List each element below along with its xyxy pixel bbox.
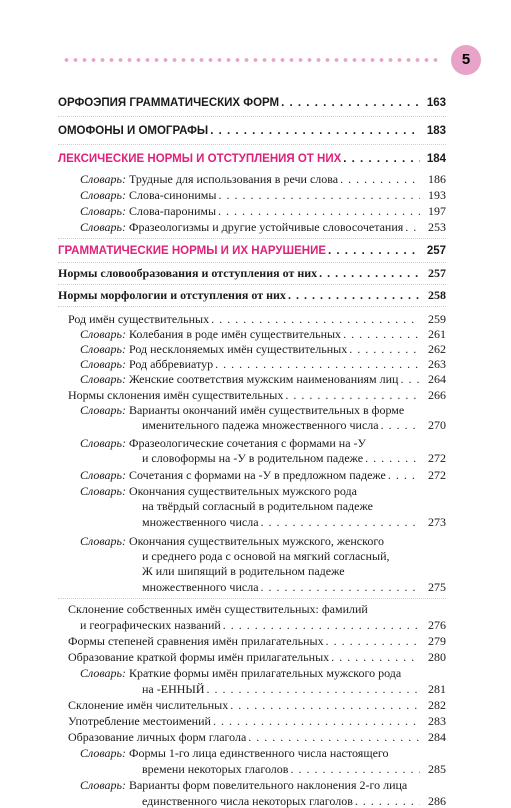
decorative-dotted-line (62, 57, 442, 63)
toc-entry-title: Формы 1-го лица единственного числа настоящего (128, 746, 389, 760)
toc-entry-title: ОМОФОНЫ И ОМОГРАФЫ (58, 125, 209, 137)
toc-entry-title: Употребление местоимений (68, 714, 211, 728)
dot-leader (211, 312, 420, 326)
toc-page-number: 280 (428, 650, 446, 664)
toc-page-number: 270 (428, 418, 446, 432)
dictionary-prefix: Словарь: (80, 468, 126, 482)
dot-leader (230, 698, 420, 712)
separator (58, 238, 446, 239)
toc-entry-title: Нормы словообразования и отступления от них (58, 266, 318, 280)
toc-entry-title: ОРФОЭПИЯ ГРАММАТИЧЕСКИХ ФОРМ (58, 97, 280, 109)
toc-page-number: 257 (426, 245, 446, 257)
separator (58, 262, 446, 263)
toc-entry-line (80, 403, 404, 417)
dictionary-prefix: Словарь: (80, 666, 126, 680)
toc-entry-line (80, 534, 384, 548)
toc-entry-title-cont: времени некоторых глаголов (142, 762, 289, 776)
dot-leader (281, 96, 420, 110)
toc-entry-title: Слова-паронимы (128, 204, 217, 218)
toc-entry (80, 468, 446, 482)
toc-entry (58, 124, 446, 138)
toc-entry-title: Род имён существительных (68, 312, 210, 326)
dot-leader (248, 730, 420, 744)
dot-leader (215, 357, 420, 371)
toc-entry (142, 580, 446, 594)
toc-page-number: 272 (428, 451, 446, 465)
toc-page-number: 285 (428, 762, 446, 776)
toc-entry-line (80, 484, 357, 498)
toc-page-number: 262 (428, 342, 446, 356)
toc-entry (142, 682, 446, 696)
dot-leader (343, 152, 420, 166)
toc-entry-title-cont: и среднего рода с основой на мягкий согласный, (142, 549, 390, 563)
dot-leader (340, 172, 420, 186)
toc-entry (68, 312, 446, 326)
toc-entry (80, 204, 446, 218)
dictionary-prefix: Словарь: (80, 778, 126, 792)
toc-entry-title-cont: на -ЕННЫЙ (142, 682, 205, 696)
dot-leader (261, 580, 420, 594)
toc-entry (68, 698, 446, 712)
toc-entry-title: ЛЕКСИЧЕСКИЕ НОРМЫ И ОТСТУПЛЕНИЯ ОТ НИХ (58, 153, 342, 165)
toc-entry-title: Образование личных форм глагола (68, 730, 247, 744)
dot-leader (343, 327, 420, 341)
toc-entry (58, 266, 446, 280)
dictionary-prefix: Словарь: (80, 204, 126, 218)
separator (58, 306, 446, 307)
dot-leader (326, 634, 420, 648)
toc-page-number: 186 (428, 172, 446, 186)
toc-entry-line (80, 436, 366, 450)
toc-page-number: 259 (428, 312, 446, 326)
toc-entry-title: Окончания существительных мужского рода (128, 484, 357, 498)
toc-page-number: 261 (428, 327, 446, 341)
separator (58, 284, 446, 285)
toc-entry-title: ГРАММАТИЧЕСКИЕ НОРМЫ И ИХ НАРУШЕНИЕ (58, 245, 327, 257)
toc-entry-title: Род несклоняемых имён существительных (128, 342, 348, 356)
toc-page-number: 286 (428, 794, 446, 808)
dot-leader (331, 650, 420, 664)
toc-page-number: 283 (428, 714, 446, 728)
toc-entry-title: Окончания существительных мужского, женского (128, 534, 384, 548)
dot-leader (210, 124, 420, 138)
dictionary-prefix: Словарь: (80, 220, 126, 234)
toc-entry-title-cont: и словоформы на -У в родительном падеже (142, 451, 364, 465)
toc-entry (68, 634, 446, 648)
toc-entry (142, 762, 446, 776)
dot-leader (365, 451, 420, 465)
toc-entry (68, 714, 446, 728)
toc-page-number: 276 (428, 618, 446, 632)
toc-entry (58, 288, 446, 302)
dictionary-prefix: Словарь: (80, 188, 126, 202)
dictionary-prefix: Словарь: (80, 436, 126, 450)
dot-leader (405, 220, 420, 234)
toc-page-number: 275 (428, 580, 446, 594)
toc-entry-title: Краткие формы имён прилагательных мужского рода (128, 666, 402, 680)
toc-entry (80, 357, 446, 371)
toc-entry-title-cont: множественного числа (142, 515, 259, 529)
toc-page-number: 263 (428, 357, 446, 371)
toc-entry-title: Род аббревиатур (128, 357, 214, 371)
separator (58, 144, 446, 145)
toc-entry-title: Колебания в роде имён существительных (128, 327, 342, 341)
toc-entry (142, 794, 446, 808)
toc-entry-title-cont: именительного падежа множественного числа (142, 418, 379, 432)
toc-page-number: 266 (428, 388, 446, 402)
toc-entry-title-cont: на твёрдый согласный в родительном падеже (142, 499, 373, 513)
toc-entry-title-cont: и географических названий (80, 618, 221, 632)
separator (58, 116, 446, 117)
toc-page-number: 197 (428, 204, 446, 218)
dictionary-prefix: Словарь: (80, 403, 126, 417)
toc-page-number: 273 (428, 515, 446, 529)
dictionary-prefix: Словарь: (80, 372, 126, 386)
dot-leader (290, 762, 420, 776)
toc-entry (58, 244, 446, 258)
toc-entry-title: Фразеологические сочетания с формами на -У (128, 436, 367, 450)
toc-entry-title-cont: множественного числа (142, 580, 259, 594)
toc-page-number: 258 (428, 288, 446, 302)
toc-entry-title: Образование краткой формы имён прилагательных (68, 650, 330, 664)
dictionary-prefix: Словарь: (80, 342, 126, 356)
toc-entry (142, 451, 446, 465)
toc-page-number: 183 (426, 125, 446, 137)
toc-entry (142, 418, 446, 432)
toc-page-number: 193 (428, 188, 446, 202)
toc-entry-title: Слова-синонимы (128, 188, 217, 202)
dictionary-prefix: Словарь: (80, 746, 126, 760)
toc-entry (58, 152, 446, 166)
toc-entry (142, 515, 446, 529)
toc-page-number: 284 (428, 730, 446, 744)
dot-leader (388, 468, 420, 482)
toc-entry-title: Нормы склонения имён существительных (68, 388, 284, 402)
toc-entry (80, 327, 446, 341)
dot-leader (349, 342, 420, 356)
toc-entry (80, 220, 446, 234)
dictionary-prefix: Словарь: (80, 327, 126, 341)
toc-entry-title: Варианты форм повелительного наклонения 2-го лица (128, 778, 408, 792)
dot-leader (285, 388, 420, 402)
dot-leader (328, 244, 420, 258)
toc-page-number: 257 (428, 266, 446, 280)
toc-entry-title: Склонение имён числительных (68, 698, 229, 712)
toc-entry-line (80, 666, 401, 680)
toc-entry (58, 96, 446, 110)
toc-entry (68, 650, 446, 664)
dot-leader (381, 418, 420, 432)
dictionary-prefix: Словарь: (80, 534, 126, 548)
dot-leader (223, 618, 420, 632)
dictionary-prefix: Словарь: (80, 172, 126, 186)
toc-page-number: 184 (426, 153, 446, 165)
toc-entry-title-cont: единственного числа некоторых глаголов (142, 794, 353, 808)
toc-entry-title: Трудные для использования в речи слова (128, 172, 339, 186)
toc-entry (80, 342, 446, 356)
dictionary-prefix: Словарь: (80, 484, 126, 498)
dot-leader (400, 372, 420, 386)
toc-entry (80, 188, 446, 202)
toc-entry-title: Нормы морфологии и отступления от них (58, 288, 286, 302)
toc-entry-line (80, 778, 407, 792)
toc-entry (80, 618, 446, 632)
toc-page-number: 279 (428, 634, 446, 648)
toc-entry (68, 388, 446, 402)
toc-entry-title: Формы степеней сравнения имён прилагательных (68, 634, 324, 648)
dot-leader (261, 515, 420, 529)
dot-leader (288, 288, 420, 302)
toc-page-number: 282 (428, 698, 446, 712)
toc-entry-title: Сочетания с формами на -У в предложном падеже (128, 468, 386, 482)
toc-page-number: 264 (428, 372, 446, 386)
dot-leader (218, 204, 420, 218)
page-number-badge: 5 (451, 45, 481, 75)
toc-page-number: 163 (426, 97, 446, 109)
dictionary-prefix: Словарь: (80, 357, 126, 371)
toc-entry-title: Варианты окончаний имён существительных в форме (128, 403, 405, 417)
dot-leader (213, 714, 420, 728)
dot-leader (207, 682, 420, 696)
toc-page-number: 253 (428, 220, 446, 234)
separator (58, 598, 446, 599)
dot-leader (355, 794, 420, 808)
toc-entry (68, 730, 446, 744)
dot-leader (319, 266, 420, 280)
dot-leader (218, 188, 420, 202)
toc-page-number: 272 (428, 468, 446, 482)
toc-entry-title: Женские соответствия мужским наименованиям лиц (128, 372, 399, 386)
toc-entry (80, 372, 446, 386)
toc-page-number: 281 (428, 682, 446, 696)
toc-entry (80, 172, 446, 186)
toc-entry-line (80, 746, 389, 760)
toc-entry-title-cont: Ж или шипящий в родительном падеже (142, 564, 345, 578)
toc-entry-title: Фразеологизмы и другие устойчивые словосочетания (128, 220, 404, 234)
toc-entry-title: Склонение собственных имён существительных: фамилий (68, 602, 368, 616)
